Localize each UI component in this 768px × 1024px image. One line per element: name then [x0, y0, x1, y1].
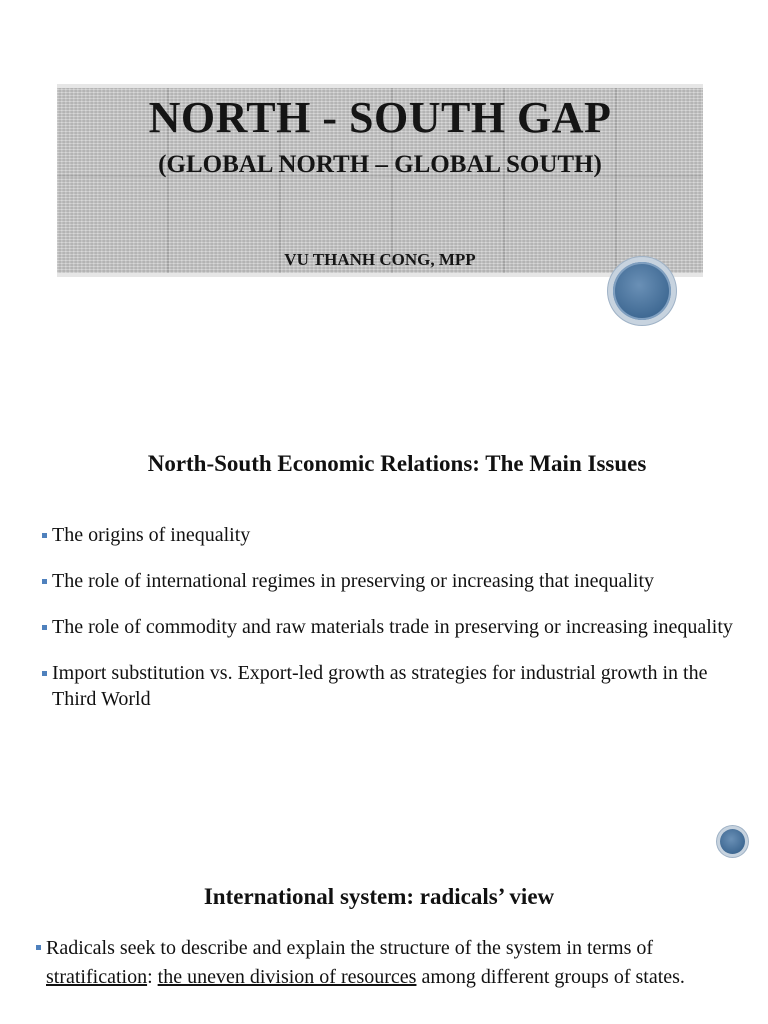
list-item-text: The origins of inequality	[52, 524, 251, 546]
section-heading-radicals-view: International system: radicals’ view	[203, 884, 555, 909]
stratification-definition: the uneven division of resources	[157, 966, 417, 988]
banner-author: VU THANH CONG, MPP	[284, 250, 476, 269]
title-banner	[57, 84, 703, 277]
list-item-text: The role of commodity and raw materials trade in preserving or increasing inequality	[52, 616, 733, 638]
decorative-circle-icon	[608, 257, 676, 325]
radicals-text-suffix: among different groups of states.	[416, 966, 685, 988]
list-item	[40, 568, 740, 594]
radicals-text-colon: :	[147, 966, 158, 988]
main-issues-list	[40, 522, 740, 732]
list-item-text: Import substitution vs. Export-led growth as strategies for industrial growth in the Third World	[52, 662, 708, 710]
square-bullet-icon	[36, 945, 41, 950]
square-bullet-icon	[42, 579, 47, 584]
list-item	[40, 614, 740, 640]
radicals-text-prefix: Radicals seek to describe and explain the structure of the system in terms of	[46, 937, 654, 959]
square-bullet-icon	[42, 533, 47, 538]
decorative-circle-small-icon	[717, 826, 748, 857]
list-item	[40, 660, 740, 712]
square-bullet-icon	[42, 671, 47, 676]
section-heading-main-issues: North-South Economic Relations: The Main Issues	[147, 451, 647, 476]
list-item-text: The role of international regimes in preserving or increasing that inequality	[52, 570, 655, 592]
list-item	[34, 934, 744, 992]
banner-subtitle: (GLOBAL NORTH – GLOBAL SOUTH)	[158, 151, 602, 178]
banner-title: NORTH - SOUTH GAP	[148, 93, 612, 142]
square-bullet-icon	[42, 625, 47, 630]
list-item	[40, 522, 740, 548]
stratification-term: stratification	[46, 966, 148, 988]
radicals-view-list	[34, 934, 744, 1012]
